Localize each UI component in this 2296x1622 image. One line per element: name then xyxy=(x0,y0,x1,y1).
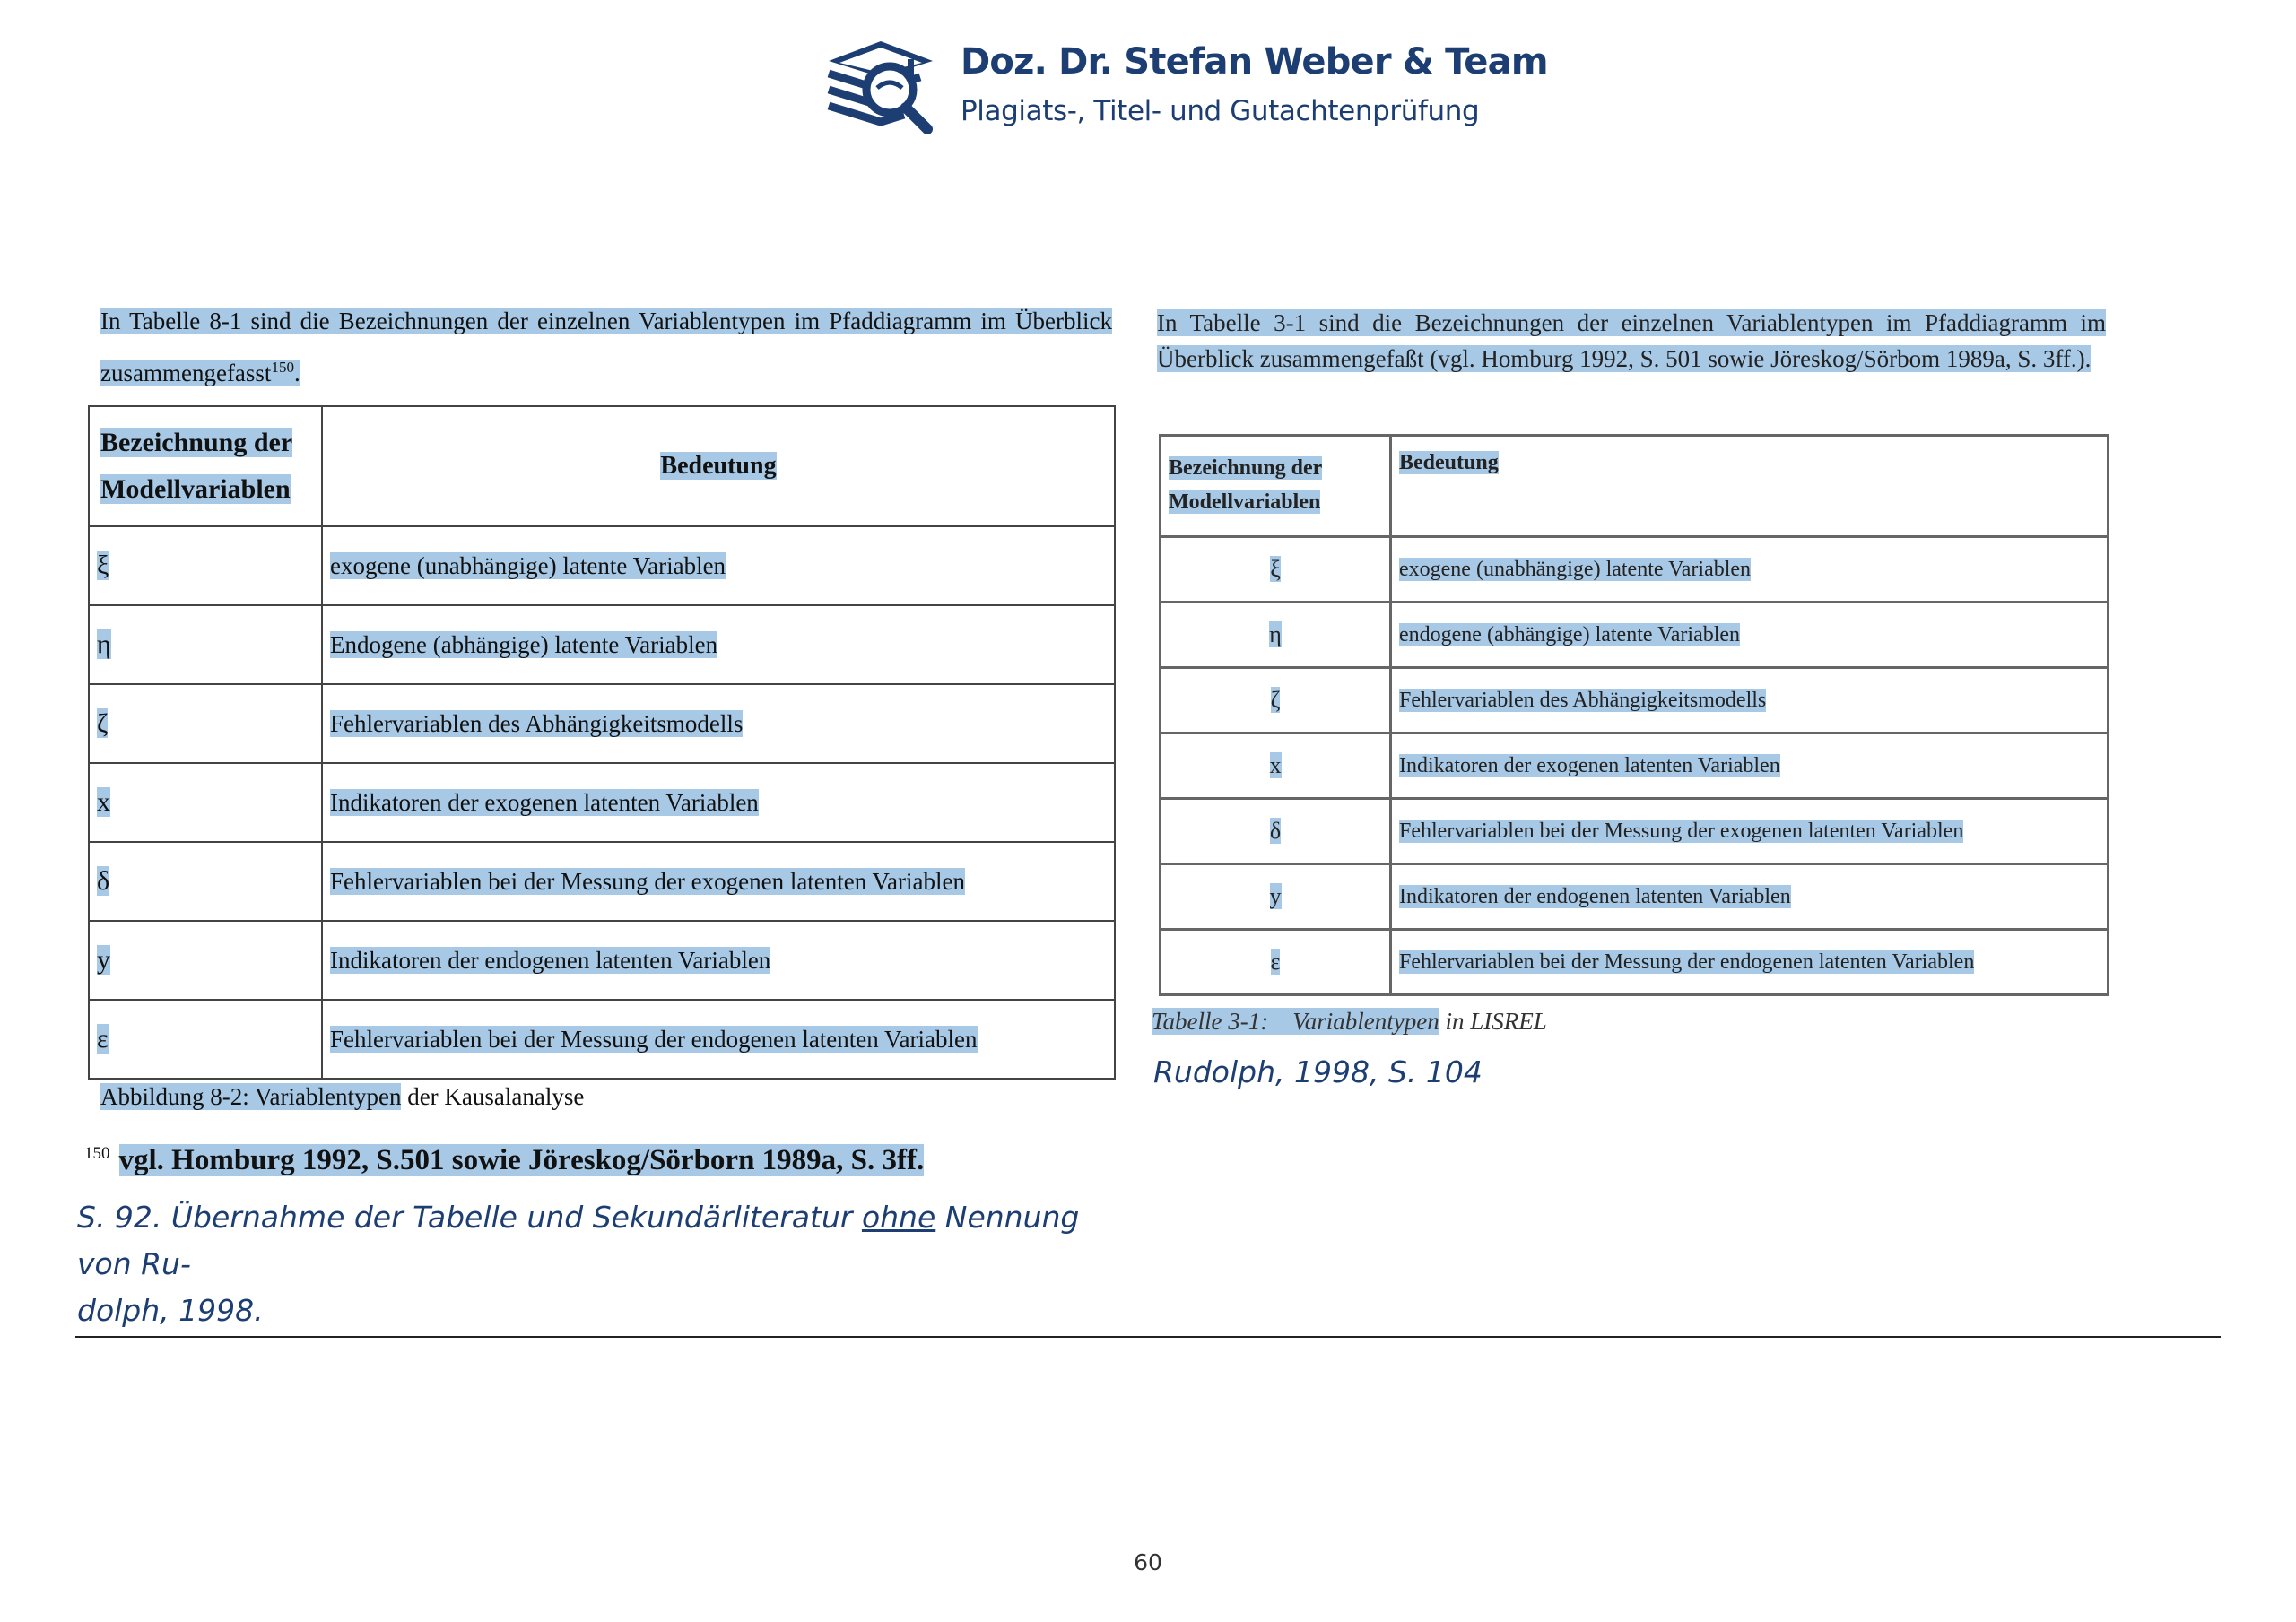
row-symbol xyxy=(89,605,322,684)
symbol-text: ε xyxy=(97,1024,109,1054)
comment-part2: Nennung von Ru- xyxy=(77,1200,1080,1281)
meaning-text: Indikatoren der exogenen latenten Variablen xyxy=(330,788,759,816)
table-header-col2 xyxy=(322,406,1115,526)
left-intro-text: In Tabelle 8-1 sind die Bezeichnungen der einzelnen Variablentypen im Pfaddiagramm im Überblick zusammengefasst xyxy=(100,308,1112,386)
table-row xyxy=(89,605,1115,684)
table-header-col1 xyxy=(89,406,322,526)
header-col1-line2: Modellvariablen xyxy=(100,474,291,504)
row-symbol xyxy=(1161,603,1391,668)
row-meaning xyxy=(1391,930,2109,995)
meaning-text: Indikatoren der endogenen latenten Variablen xyxy=(1399,884,1791,908)
row-meaning xyxy=(1391,537,2109,603)
table-header-col2 xyxy=(1391,436,2109,537)
divider xyxy=(75,1336,2221,1338)
table-row xyxy=(89,842,1115,921)
symbol-text: x xyxy=(97,787,110,817)
brand-subtitle: Plagiats-, Titel- und Gutachtenprüfung xyxy=(961,95,1480,127)
right-caption-rest: in LISREL xyxy=(1439,1008,1547,1035)
meaning-text: endogene (abhängige) latente Variablen xyxy=(1399,622,1741,646)
right-caption-highlighted: Tabelle 3-1: Variablentypen xyxy=(1152,1008,1439,1035)
row-meaning xyxy=(322,1000,1115,1079)
comment-line2: dolph, 1998. xyxy=(77,1293,264,1328)
row-symbol xyxy=(89,842,322,921)
left-caption-rest: der Kausalanalyse xyxy=(401,1083,585,1110)
left-figure-caption xyxy=(100,1083,584,1111)
meaning-text: Fehlervariablen bei der Messung der exogenen latenten Variablen xyxy=(330,867,965,895)
row-symbol xyxy=(89,921,322,1000)
row-symbol xyxy=(1161,537,1391,603)
row-symbol xyxy=(1161,733,1391,799)
table-row xyxy=(1161,864,2109,930)
row-meaning xyxy=(322,842,1115,921)
symbol-text: x xyxy=(1269,752,1282,778)
row-symbol xyxy=(89,763,322,842)
symbol-text: ξ xyxy=(1270,556,1281,582)
header-col2-label: Bedeutung xyxy=(660,452,777,480)
table-header-col1 xyxy=(1161,436,1391,537)
header-col2-label: Bedeutung xyxy=(1399,451,1499,474)
symbol-text: y xyxy=(1269,883,1282,909)
row-meaning xyxy=(322,526,1115,605)
meaning-text: Indikatoren der endogenen latenten Variablen xyxy=(330,946,771,974)
table-row xyxy=(1161,537,2109,603)
table-row xyxy=(1161,668,2109,733)
table-row xyxy=(1161,799,2109,864)
symbol-text: y xyxy=(97,945,110,975)
symbol-text: ζ xyxy=(97,708,109,738)
symbol-text: ζ xyxy=(1270,687,1281,713)
header-col1-line1: Bezeichnung der xyxy=(100,428,293,457)
table-header-row xyxy=(1161,436,2109,537)
left-intro-footnote-mark: 150 xyxy=(271,359,294,376)
row-meaning xyxy=(1391,668,2109,733)
meaning-text: Endogene (abhängige) latente Variablen xyxy=(330,630,718,658)
table-row xyxy=(1161,733,2109,799)
row-symbol xyxy=(1161,668,1391,733)
footnote-number: 150 xyxy=(84,1144,110,1163)
meaning-text: exogene (unabhängige) latente Variablen xyxy=(1399,557,1752,581)
meaning-text: Fehlervariablen des Abhängigkeitsmodells xyxy=(330,709,744,737)
symbol-text: δ xyxy=(1269,818,1282,844)
right-table-caption xyxy=(1152,1008,1547,1036)
left-variable-table xyxy=(88,405,1116,1080)
table-row xyxy=(1161,930,2109,995)
symbol-text: ε xyxy=(1270,949,1281,975)
right-variable-table xyxy=(1159,434,2109,996)
right-source-reference: Rudolph, 1998, S. 104 xyxy=(1153,1054,1483,1089)
footnote-text: vgl. Homburg 1992, S.501 sowie Jöreskog/Sörborn 1989a, S. 3ff. xyxy=(118,1144,925,1176)
table-row xyxy=(89,921,1115,1000)
meaning-text: Fehlervariablen bei der Messung der endogenen latenten Variablen xyxy=(1399,950,1975,974)
row-meaning xyxy=(322,921,1115,1000)
row-symbol xyxy=(1161,930,1391,995)
row-meaning xyxy=(1391,864,2109,930)
page-number: 60 xyxy=(1134,1549,1162,1575)
row-meaning xyxy=(1391,603,2109,668)
symbol-text: η xyxy=(97,629,111,659)
header-col1-line2: Modellvariablen xyxy=(1169,490,1321,514)
meaning-text: Fehlervariablen bei der Messung der endogenen latenten Variablen xyxy=(330,1025,978,1053)
brand-title: Doz. Dr. Stefan Weber & Team xyxy=(961,41,1548,82)
table-row xyxy=(89,526,1115,605)
row-symbol xyxy=(89,1000,322,1079)
symbol-text: δ xyxy=(97,866,110,896)
table-row xyxy=(89,684,1115,763)
row-meaning xyxy=(322,684,1115,763)
left-caption-highlighted: Abbildung 8-2: Variablentypen xyxy=(100,1083,402,1110)
left-comment xyxy=(77,1194,1118,1334)
row-meaning xyxy=(1391,799,2109,864)
left-footnote xyxy=(84,1144,924,1177)
row-symbol xyxy=(89,684,322,763)
meaning-text: Fehlervariablen bei der Messung der exogenen latenten Variablen xyxy=(1399,819,1964,843)
meaning-text: exogene (unabhängige) latente Variablen xyxy=(330,551,726,579)
meaning-text: Indikatoren der exogenen latenten Variablen xyxy=(1399,753,1780,777)
row-meaning xyxy=(322,763,1115,842)
comment-underlined: ohne xyxy=(861,1200,936,1235)
book-magnifier-icon xyxy=(823,38,940,134)
comment-part1: S. 92. Übernahme der Tabelle und Sekundärliteratur xyxy=(77,1200,862,1235)
left-intro-paragraph xyxy=(100,298,1112,396)
table-header-row xyxy=(89,406,1115,526)
symbol-text: ξ xyxy=(97,551,109,580)
row-symbol xyxy=(89,526,322,605)
table-row xyxy=(1161,603,2109,668)
right-intro-paragraph xyxy=(1157,305,2106,377)
table-row xyxy=(89,763,1115,842)
symbol-text: η xyxy=(1269,621,1282,647)
row-symbol xyxy=(1161,799,1391,864)
left-intro-end: . xyxy=(293,360,300,386)
row-symbol xyxy=(1161,864,1391,930)
header-col1-line1: Bezeichnung der xyxy=(1169,456,1323,480)
row-meaning xyxy=(1391,733,2109,799)
meaning-text: Fehlervariablen des Abhängigkeitsmodells xyxy=(1399,688,1767,712)
table-row xyxy=(89,1000,1115,1079)
right-intro-text: In Tabelle 3-1 sind die Bezeichnungen der einzelnen Variablentypen im Pfaddiagramm im Überblick zusammengefaßt (vgl. Homburg 1992, S. 501 sowie Jöreskog/Sörbom 1989a, S. 3ff.). xyxy=(1157,309,2106,372)
row-meaning xyxy=(322,605,1115,684)
